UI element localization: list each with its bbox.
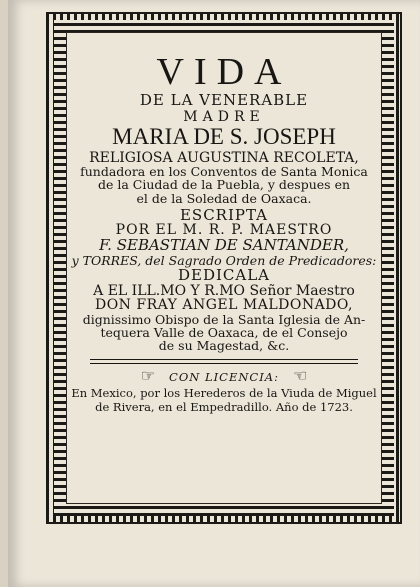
dedicatee-name: DON FRAY ANGEL MALDONADO, bbox=[94, 297, 354, 314]
line-escripta: ESCRIPTA bbox=[179, 205, 269, 224]
line-religiosa: RELIGIOSA AUGUSTINA RECOLETA, bbox=[89, 149, 359, 166]
line-obispo: dignissimo Obispo de la Santa Iglesia de An- bbox=[82, 312, 366, 328]
line-dedicala: DEDICALA bbox=[177, 265, 271, 284]
title-page-text bbox=[66, 32, 382, 504]
author-order: y TORRES, del Sagrado Orden de Predicadores: bbox=[71, 252, 377, 268]
license-row bbox=[67, 368, 381, 385]
author-name: F. SEBASTIAN DE SANTANDER, bbox=[99, 236, 349, 255]
pointing-hand-right-icon: ☞ bbox=[140, 366, 156, 386]
ornamental-border bbox=[46, 12, 402, 524]
license-text: CON LICENCIA: bbox=[169, 369, 279, 384]
subject-name: MARIA DE S. JOSEPH bbox=[112, 124, 336, 150]
imprint-line-1: En Mexico, por los Herederos de la Viuda de Miguel bbox=[71, 386, 377, 401]
line-soledad: el de la Soledad de Oaxaca. bbox=[136, 190, 312, 206]
line-madre: MADRE bbox=[183, 108, 265, 125]
imprint-line-2: de Rivera, en el Empedradillo. Año de 1723. bbox=[95, 400, 353, 415]
line-antequera: tequera Valle de Oaxaca, de el Consejo bbox=[100, 325, 348, 341]
line-magestad: de su Magestad, &c. bbox=[158, 338, 290, 354]
book-page bbox=[8, 0, 420, 587]
line-fundadora: fundadora en los Conventos de Santa Monica bbox=[80, 164, 368, 180]
book-title: VIDA bbox=[156, 51, 292, 93]
line-illmo: A EL ILL.MO Y R.MO Señor Maestro bbox=[93, 282, 355, 299]
line-por: POR EL M. R. P. MAESTRO bbox=[115, 222, 333, 239]
line-ciudad: de la Ciudad de la Puebla, y despues en bbox=[97, 177, 351, 193]
pointing-hand-left-icon: ☜ bbox=[292, 366, 308, 386]
divider-rule bbox=[90, 359, 358, 364]
line-venerable: DE LA VENERABLE bbox=[139, 91, 309, 109]
